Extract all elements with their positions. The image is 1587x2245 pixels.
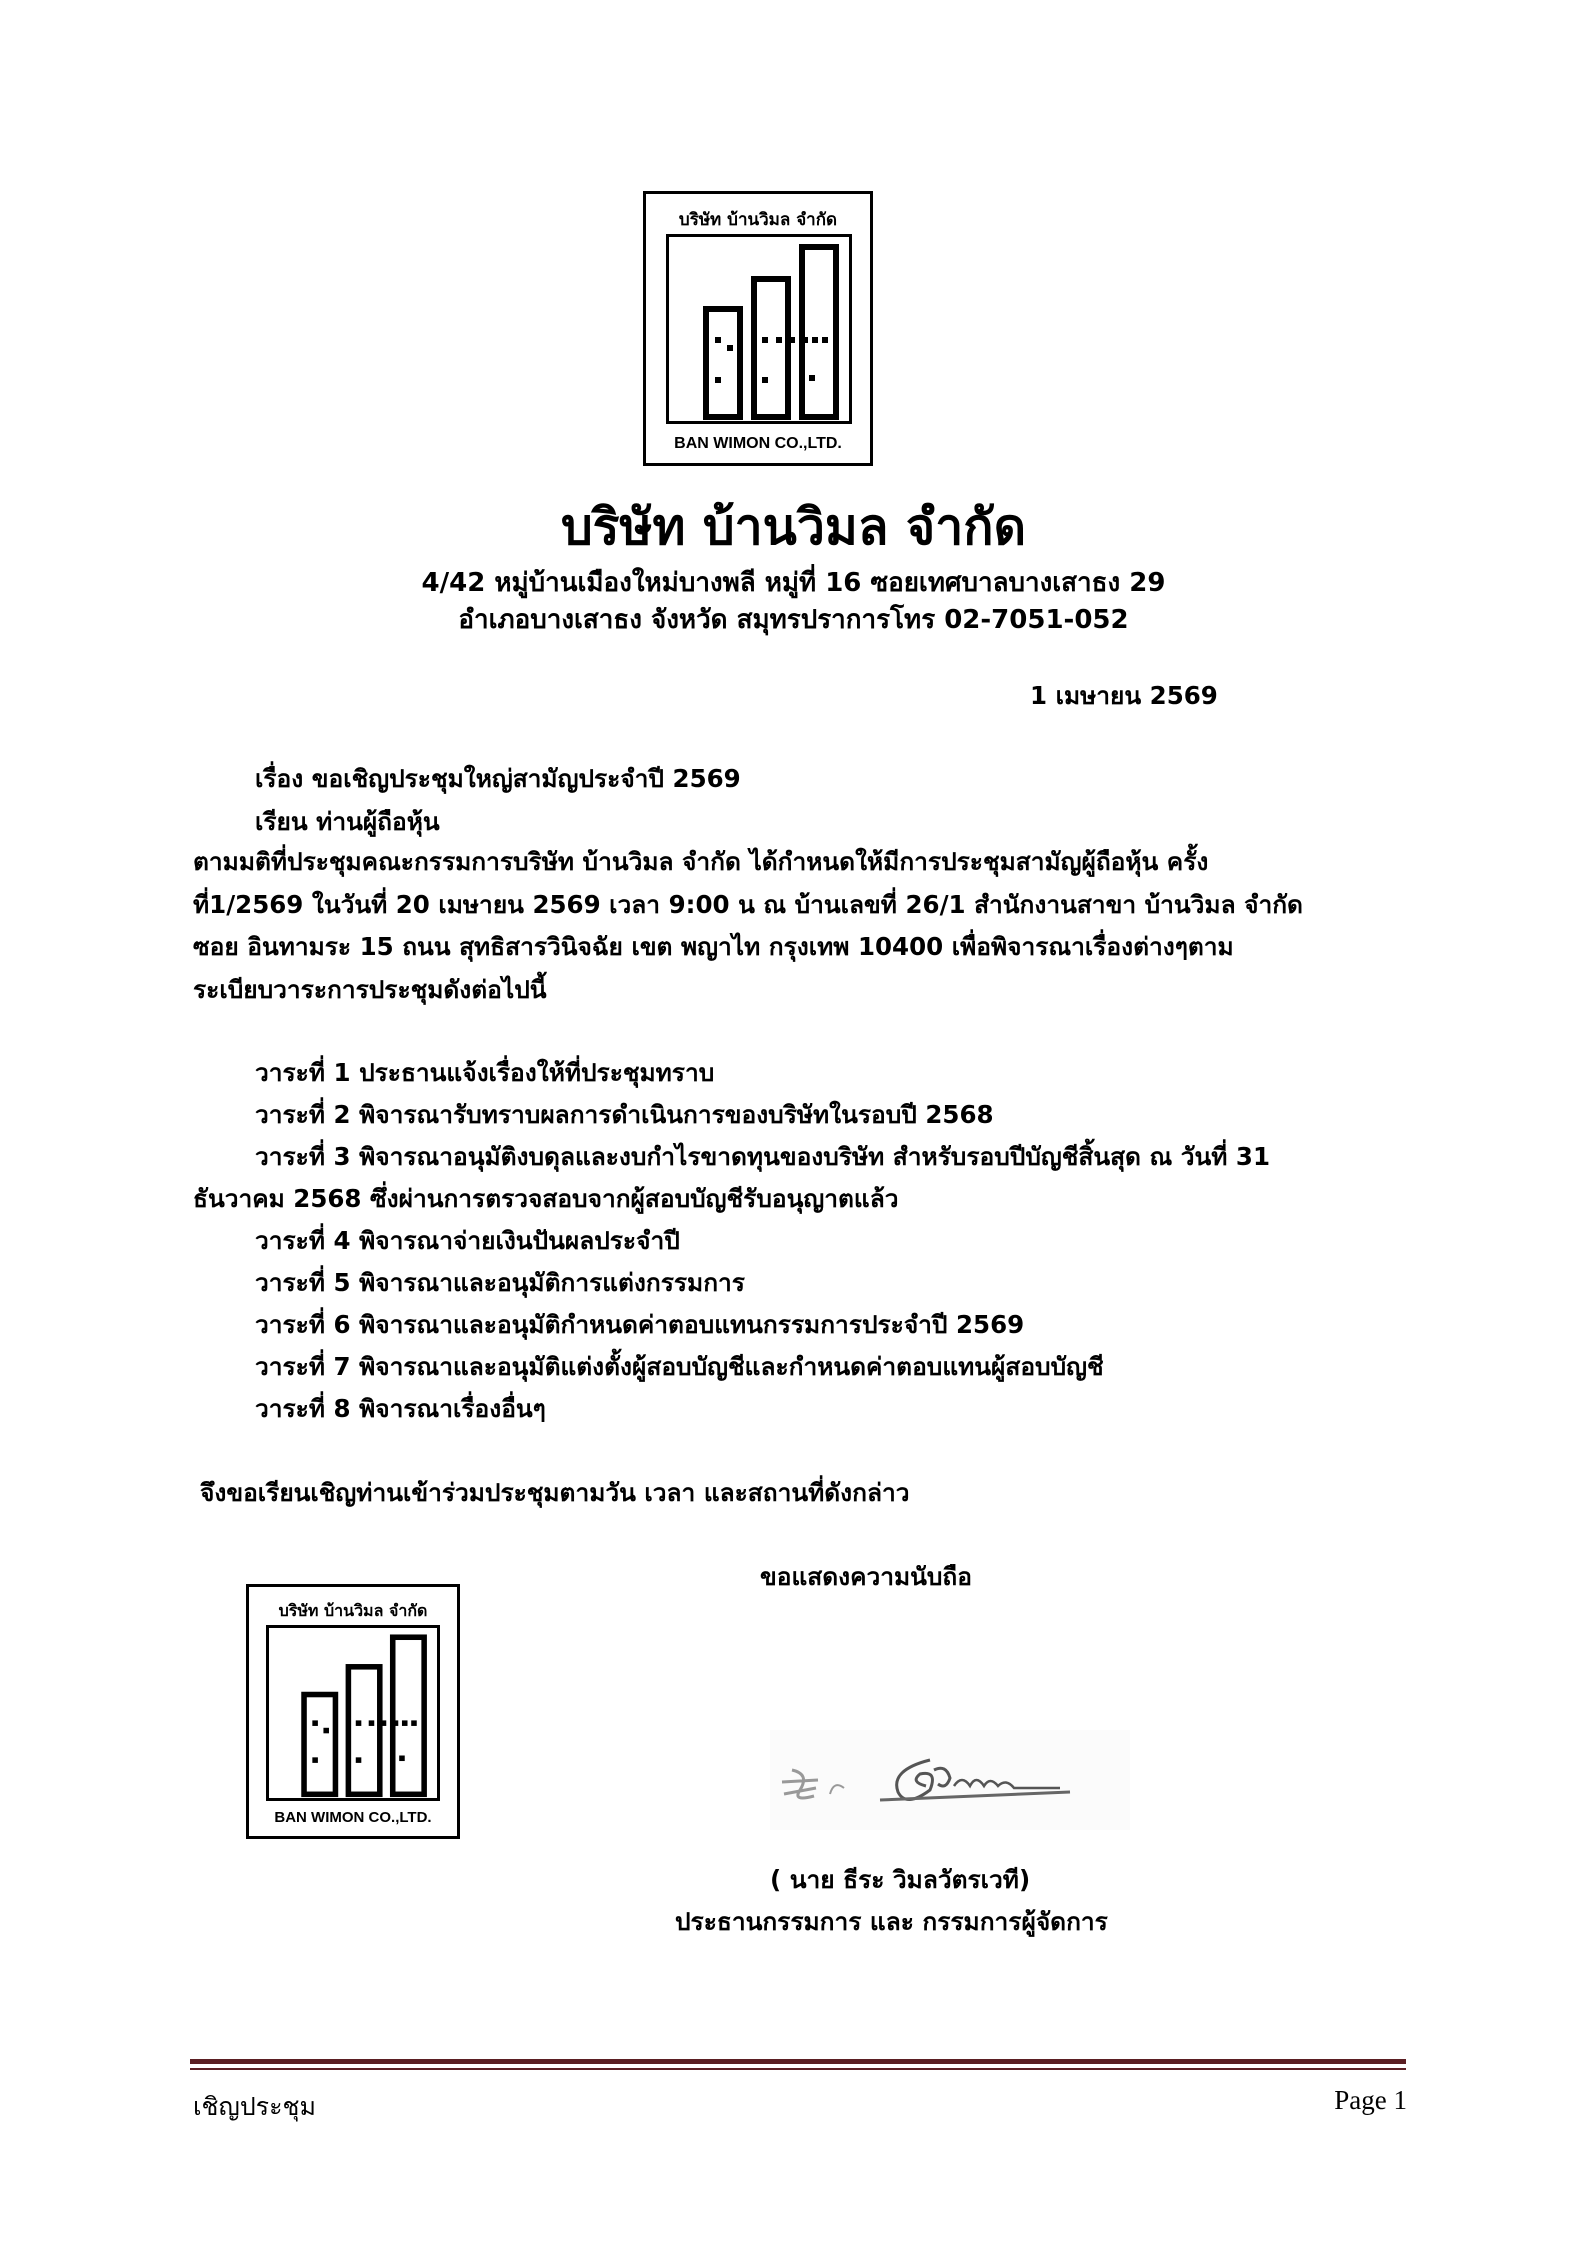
footer-divider [190,2059,1406,2064]
invitation-text: จึงขอเรียนเชิญท่านเข้าร่วมประชุมตามวัน เวลา และสถานที่ดังกล่าว [200,1478,910,1507]
logo-thai-name: บริษัท บ้านวิมล จำกัด [678,210,838,230]
letter-subject: เรื่อง ขอเชิญประชุมใหญ่สามัญประจำปี 2569 [255,764,741,793]
signature-image [770,1730,1130,1830]
agenda-item-5: วาระที่ 5 พิจารณาและอนุมัติการแต่งกรรมการ [255,1268,745,1297]
footer-document-label: เชิญประชุม [193,2092,316,2121]
agenda-item-8: วาระที่ 8 พิจารณาเรื่องอื่นๆ [255,1394,546,1423]
logo-thai-name: บริษัท บ้านวิมล จำกัด [278,1601,428,1620]
body-line: ตามมติที่ประชุมคณะกรรมการบริษัท บ้านวิมล จำกัด ได้กำหนดให้มีการประชุมสามัญผู้ถือหุ้น ครั้ง [193,847,1209,876]
agenda-item-6: วาระที่ 6 พิจารณาและอนุมัติกำหนดค่าตอบแทนกรรมการประจำปี 2569 [255,1310,1025,1339]
company-logo-top [643,191,873,466]
closing-text: ขอแสดงความนับถือ [760,1562,972,1591]
company-name-heading: บริษัท บ้านวิมล จำกัด [560,498,1027,556]
logo-inner-frame [266,1625,440,1801]
agenda-item-3: วาระที่ 3 พิจารณาอนุมัติงบดุลและงบกำไรขาดทุนของบริษัท สำหรับรอบปีบัญชีสิ้นสุด ณ วันที่ 31 [255,1142,1271,1171]
footer-divider-thin [190,2068,1406,2070]
agenda-item-3-continued: ธันวาคม 2568 ซึ่งผ่านการตรวจสอบจากผู้สอบบัญชีรับอนุญาตแล้ว [193,1184,899,1213]
agenda-item-2: วาระที่ 2 พิจารณารับทราบผลการดำเนินการของบริษัทในรอบปี 2568 [255,1100,994,1129]
buildings-icon [669,237,849,421]
signer-title: ประธานกรรมการ และ กรรมการผู้จัดการ [675,1907,1108,1936]
agenda-item-7: วาระที่ 7 พิจารณาและอนุมัติแต่งตั้งผู้สอบบัญชีและกำหนดค่าตอบแทนผู้สอบบัญชี [255,1352,1104,1381]
company-logo-stamp [246,1584,460,1839]
address-line-1: 4/42 หมู่บ้านเมืองใหม่บางพลี หมู่ที่ 16 ซอยเทศบาลบางเสาธง 29 [421,568,1166,598]
address-line-2: อำเภอบางเสาธง จังหวัด สมุทรปราการโทร 02-7051-052 [458,605,1129,635]
buildings-icon [269,1628,437,1798]
body-line: ระเบียบวาระการประชุมดังต่อไปนี้ [193,975,547,1004]
logo-inner-frame [666,234,852,424]
body-line: ที่1/2569 ในวันที่ 20 เมษายน 2569 เวลา 9:00 น ณ บ้านเลขที่ 26/1 สำนักงานสาขา บ้านวิมล จำกัด [193,890,1303,919]
agenda-item-1: วาระที่ 1 ประธานแจ้งเรื่องให้ที่ประชุมทราบ [255,1058,715,1087]
logo-english-name: BAN WIMON CO.,LTD. [274,1809,432,1826]
signer-name: ( นาย ธีระ วิมลวัตรเวที) [770,1865,1031,1894]
logo-english-name: BAN WIMON CO.,LTD. [674,435,842,452]
agenda-item-4: วาระที่ 4 พิจารณาจ่ายเงินปันผลประจำปี [255,1226,680,1255]
page-number: Page 1 [1334,2085,1407,2115]
letter-salutation: เรียน ท่านผู้ถือหุ้น [255,807,440,836]
body-line: ซอย อินทามระ 15 ถนน สุทธิสารวินิจฉัย เขต พญาไท กรุงเทพ 10400 เพื่อพิจารณาเรื่องต่างๆตาม [193,932,1234,961]
letter-date: 1 เมษายน 2569 [1030,681,1218,710]
